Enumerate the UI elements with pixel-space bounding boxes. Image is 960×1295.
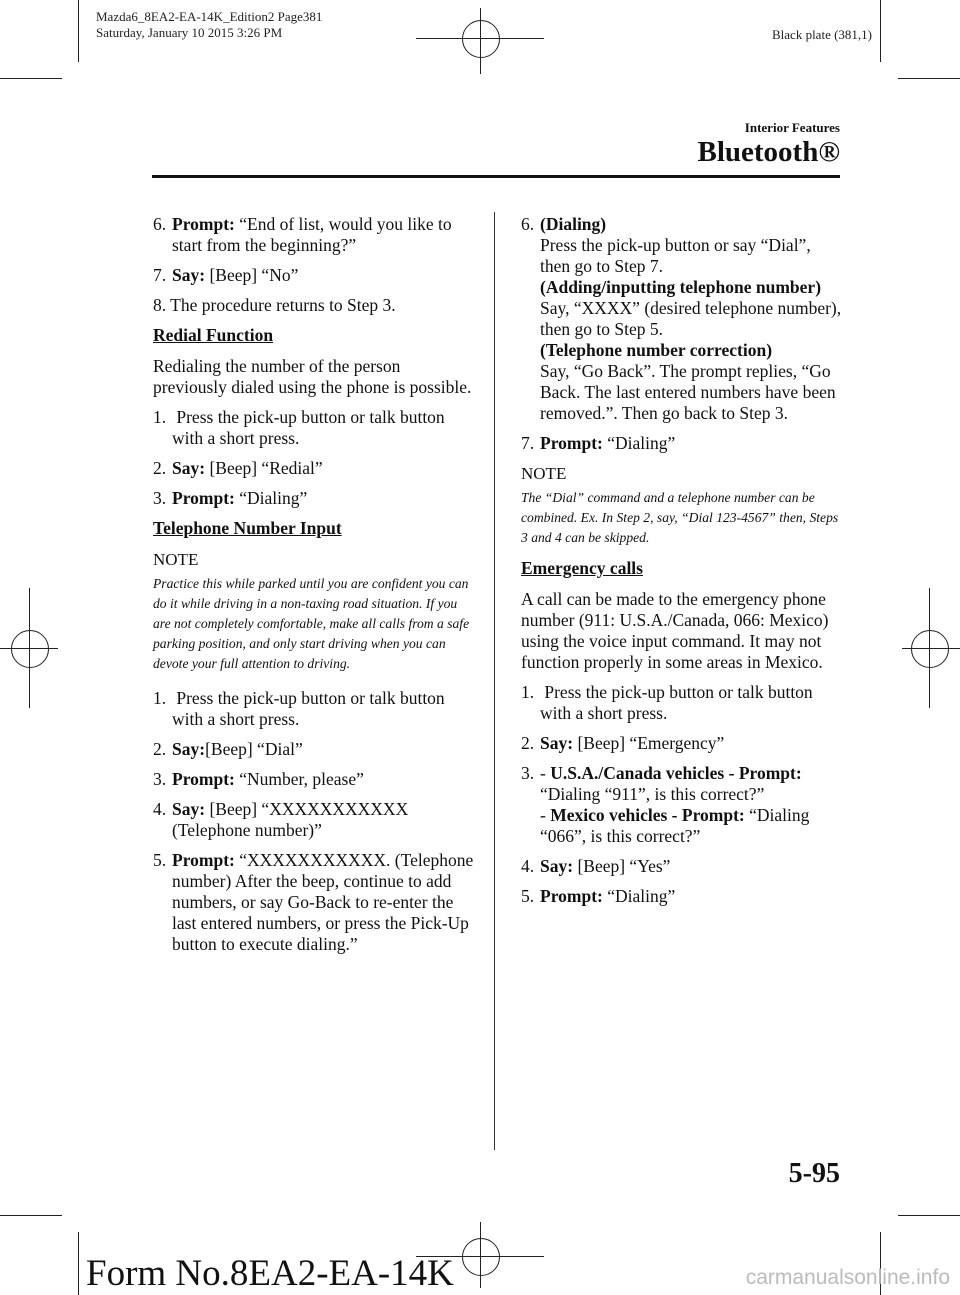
list-item: 7. Prompt: “Dialing” — [521, 433, 676, 453]
note-text: Practice this while parked until you are confident you can do it while driving in a non-taxing road situation. If you are not completely comfortable, make all calls from a safe parking position, and only start driving when you can devote your full attention to driving. — [153, 576, 470, 671]
left-column — [153, 214, 475, 964]
emergency-heading: Emergency calls — [521, 558, 643, 578]
note-text: The “Dial” command and a telephone number can be combined. Ex. In Step 2, say, “Dial 123-4567” then, Steps 3 and 4 can be skipped. — [521, 490, 839, 545]
page-number: 5-95 — [788, 1158, 840, 1189]
right-column — [521, 214, 843, 916]
crop-mark — [898, 1215, 960, 1216]
list-item: 5. Prompt: “XXXXXXXXXXX. (Telephone number) After the beep, continue to add numbers, or say Go-Back to re-enter the last entered numbers, or press the Pick-Up button to execute dialing.” — [153, 850, 474, 954]
crop-mark — [78, 1232, 79, 1295]
header-rule — [152, 175, 840, 178]
list-item: 4. Say: [Beep] “XXXXXXXXXXX (Telephone number)” — [153, 799, 409, 840]
section-title: Bluetooth® — [697, 136, 840, 168]
list-item: 8. The procedure returns to Step 3. — [153, 295, 396, 315]
redial-intro: Redialing the number of the person previously dialed using the phone is possible. — [153, 356, 472, 397]
crop-mark — [898, 78, 960, 79]
list-item: 2. Say: [Beep] “Emergency” — [521, 733, 725, 753]
plate-label: Black plate (381,1) — [772, 27, 872, 42]
list-item: 2. Say: [Beep] “Redial” — [153, 458, 323, 478]
form-number: Form No.8EA2-EA-14K — [86, 1253, 454, 1294]
list-item: 1. Press the pick-up button or talk button with a short press. — [153, 407, 445, 448]
list-item: 1. Press the pick-up button or talk button with a short press. — [521, 682, 813, 723]
list-item: 3. - U.S.A./Canada vehicles - Prompt: “Dialing “911”, is this correct?” - Mexico vehicles - Prompt: “Dialing “066”, is this correct?” — [521, 763, 810, 846]
note-heading: NOTE — [521, 464, 567, 483]
emergency-intro: A call can be made to the emergency phone number (911: U.S.A./Canada, 066: Mexico) using the voice input command. It may not function properly in some areas in Mexico. — [521, 589, 829, 672]
crop-mark — [78, 0, 79, 62]
crop-mark — [0, 1215, 62, 1216]
list-item: 7. Say: [Beep] “No” — [153, 265, 299, 285]
list-item: 3. Prompt: “Number, please” — [153, 769, 364, 789]
list-item: 6. Prompt: “End of list, would you like to start from the beginning?” — [153, 214, 452, 255]
section-label: Interior Features — [744, 120, 840, 135]
list-item: 6. (Dialing) Press the pick-up button or say “Dial”, then go to Step 7. (Adding/inputting telephone number) Say, “XXXX” (desired telephone number), then go to Step 5. (Telephone number correction) Say, “Go Back”. The prompt replies, “Go Back. The last entered numbers have been removed.”. Then go back to Step 3. — [521, 214, 842, 423]
list-item: 1. Press the pick-up button or talk button with a short press. — [153, 688, 445, 729]
list-item: 5. Prompt: “Dialing” — [521, 886, 676, 906]
list-item: 4. Say: [Beep] “Yes” — [521, 856, 671, 876]
print-file-line: Mazda6_8EA2-EA-14K_Edition2 Page381 — [96, 9, 323, 24]
crop-mark — [880, 0, 881, 62]
watermark: carmanualsonline.info — [745, 1266, 950, 1289]
redial-heading: Redial Function — [153, 325, 274, 345]
column-divider — [494, 212, 495, 1150]
note-heading: NOTE — [153, 550, 199, 569]
telephone-input-heading: Telephone Number Input — [153, 518, 342, 538]
print-date-line: Saturday, January 10 2015 3:26 PM — [96, 25, 283, 40]
list-item: 2. Say:[Beep] “Dial” — [153, 739, 303, 759]
crop-mark — [0, 78, 62, 79]
list-item: 3. Prompt: “Dialing” — [153, 488, 308, 508]
